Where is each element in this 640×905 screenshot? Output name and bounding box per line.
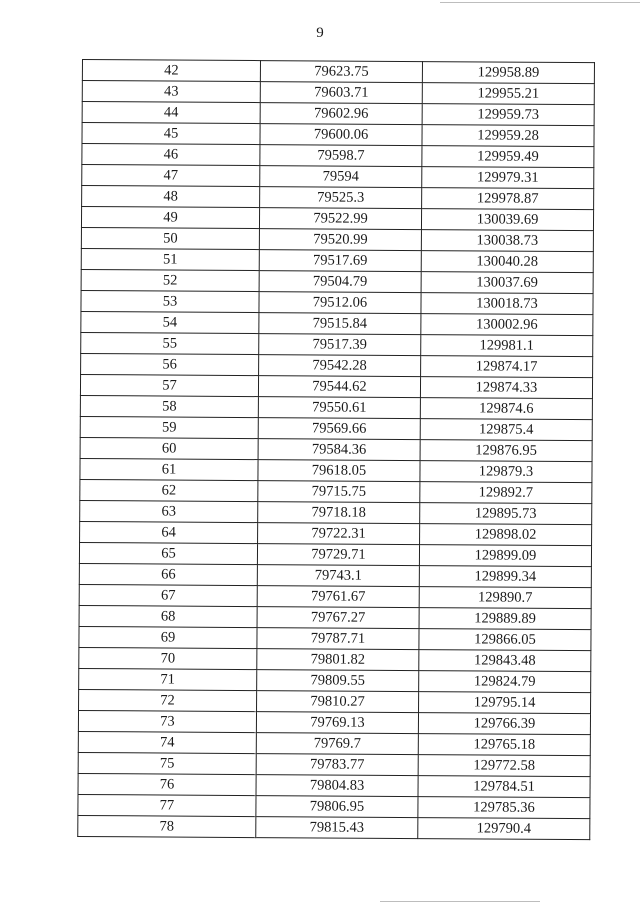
point-number-cell: 73 [78, 710, 256, 732]
y-coordinate-cell: 129892.7 [420, 482, 592, 504]
point-number-cell: 77 [78, 794, 256, 816]
x-coordinate-cell: 79623.75 [260, 61, 422, 83]
point-number-cell: 56 [81, 353, 259, 375]
scan-mark-top [440, 2, 640, 3]
y-coordinate-cell: 129824.79 [419, 671, 591, 693]
point-number-cell: 71 [79, 668, 257, 690]
y-coordinate-cell: 129879.3 [420, 461, 592, 483]
x-coordinate-cell: 79769.13 [256, 712, 418, 734]
x-coordinate-cell: 79602.96 [260, 103, 422, 125]
y-coordinate-cell: 129899.34 [419, 566, 591, 588]
y-coordinate-cell: 130038.73 [421, 230, 593, 252]
page-number: 9 [316, 25, 324, 41]
point-number-cell: 69 [79, 626, 257, 648]
y-coordinate-cell: 130002.96 [421, 314, 593, 336]
point-number-cell: 47 [82, 165, 260, 187]
point-number-cell: 55 [81, 332, 259, 354]
point-number-cell: 48 [82, 186, 260, 208]
y-coordinate-cell: 129981.1 [421, 335, 593, 357]
coordinates-table [77, 59, 595, 840]
x-coordinate-cell: 79801.82 [257, 649, 419, 671]
x-coordinate-cell: 79810.27 [257, 691, 419, 713]
x-coordinate-cell: 79512.06 [259, 292, 421, 314]
x-coordinate-cell: 79809.55 [257, 670, 419, 692]
y-coordinate-cell: 130018.73 [421, 293, 593, 315]
point-number-cell: 43 [82, 81, 260, 103]
x-coordinate-cell: 79600.06 [260, 124, 422, 146]
y-coordinate-cell: 129955.21 [422, 83, 594, 105]
x-coordinate-cell: 79569.66 [258, 418, 420, 440]
point-number-cell: 76 [78, 773, 256, 795]
point-number-cell: 67 [79, 584, 257, 606]
y-coordinate-cell: 129979.31 [422, 167, 594, 189]
point-number-cell: 53 [81, 290, 259, 312]
y-coordinate-cell: 129875.4 [420, 419, 592, 441]
y-coordinate-cell: 129784.51 [418, 776, 590, 798]
point-number-cell: 50 [81, 227, 259, 249]
point-number-cell: 57 [80, 374, 258, 396]
x-coordinate-cell: 79517.69 [259, 250, 421, 272]
point-number-cell: 62 [80, 479, 258, 501]
scan-mark-bottom [380, 901, 540, 902]
x-coordinate-cell: 79550.61 [258, 397, 420, 419]
point-number-cell: 52 [81, 269, 259, 291]
point-number-cell: 51 [81, 248, 259, 270]
x-coordinate-cell: 79584.36 [258, 439, 420, 461]
point-number-cell: 64 [80, 521, 258, 543]
point-number-cell: 68 [79, 605, 257, 627]
point-number-cell: 49 [81, 207, 259, 229]
point-number-cell: 58 [80, 395, 258, 417]
y-coordinate-cell: 130039.69 [421, 209, 593, 231]
x-coordinate-cell: 79598.7 [260, 145, 422, 167]
point-number-cell: 59 [80, 416, 258, 438]
x-coordinate-cell: 79594 [260, 166, 422, 188]
y-coordinate-cell: 129874.33 [420, 377, 592, 399]
x-coordinate-cell: 79522.99 [259, 208, 421, 230]
x-coordinate-cell: 79517.39 [259, 334, 421, 356]
y-coordinate-cell: 129959.49 [422, 146, 594, 168]
x-coordinate-cell: 79542.28 [259, 355, 421, 377]
x-coordinate-cell: 79504.79 [259, 271, 421, 293]
point-number-cell: 74 [78, 731, 256, 753]
point-number-cell: 65 [79, 542, 257, 564]
x-coordinate-cell: 79761.67 [257, 586, 419, 608]
table-row [78, 815, 590, 839]
x-coordinate-cell: 79787.71 [257, 628, 419, 650]
y-coordinate-cell: 129874.17 [421, 356, 593, 378]
table-body [78, 60, 595, 840]
y-coordinate-cell: 129795.14 [419, 692, 591, 714]
point-number-cell: 75 [78, 752, 256, 774]
x-coordinate-cell: 79729.71 [257, 544, 419, 566]
point-number-cell: 54 [81, 311, 259, 333]
point-number-cell: 60 [80, 437, 258, 459]
y-coordinate-cell: 129772.58 [418, 755, 590, 777]
y-coordinate-cell: 129959.73 [422, 104, 594, 126]
y-coordinate-cell: 129874.6 [420, 398, 592, 420]
point-number-cell: 46 [82, 144, 260, 166]
point-number-cell: 66 [79, 563, 257, 585]
y-coordinate-cell: 129958.89 [422, 62, 594, 84]
y-coordinate-cell: 129785.36 [418, 797, 590, 819]
y-coordinate-cell: 130040.28 [421, 251, 593, 273]
point-number-cell: 72 [79, 689, 257, 711]
y-coordinate-cell: 129899.09 [419, 545, 591, 567]
y-coordinate-cell: 129959.28 [422, 125, 594, 147]
y-coordinate-cell: 129978.87 [422, 188, 594, 210]
x-coordinate-cell: 79743.1 [257, 565, 419, 587]
y-coordinate-cell: 129765.18 [418, 734, 590, 756]
coordinates-table-container [77, 59, 594, 840]
y-coordinate-cell: 129890.7 [419, 587, 591, 609]
point-number-cell: 70 [79, 647, 257, 669]
y-coordinate-cell: 129790.4 [418, 818, 590, 840]
point-number-cell: 42 [82, 60, 260, 82]
y-coordinate-cell: 129898.02 [420, 524, 592, 546]
point-number-cell: 78 [78, 815, 256, 837]
x-coordinate-cell: 79806.95 [256, 796, 418, 818]
point-number-cell: 61 [80, 458, 258, 480]
x-coordinate-cell: 79715.75 [258, 481, 420, 503]
y-coordinate-cell: 129843.48 [419, 650, 591, 672]
y-coordinate-cell: 129876.95 [420, 440, 592, 462]
x-coordinate-cell: 79544.62 [258, 376, 420, 398]
x-coordinate-cell: 79718.18 [258, 502, 420, 524]
x-coordinate-cell: 79815.43 [256, 817, 418, 839]
x-coordinate-cell: 79767.27 [257, 607, 419, 629]
y-coordinate-cell: 129866.05 [419, 629, 591, 651]
y-coordinate-cell: 129889.89 [419, 608, 591, 630]
y-coordinate-cell: 129895.73 [420, 503, 592, 525]
x-coordinate-cell: 79722.31 [258, 523, 420, 545]
x-coordinate-cell: 79520.99 [259, 229, 421, 251]
point-number-cell: 44 [82, 102, 260, 124]
point-number-cell: 63 [80, 500, 258, 522]
x-coordinate-cell: 79618.05 [258, 460, 420, 482]
point-number-cell: 45 [82, 123, 260, 145]
x-coordinate-cell: 79515.84 [259, 313, 421, 335]
y-coordinate-cell: 129766.39 [418, 713, 590, 735]
x-coordinate-cell: 79769.7 [256, 733, 418, 755]
x-coordinate-cell: 79783.77 [256, 754, 418, 776]
x-coordinate-cell: 79804.83 [256, 775, 418, 797]
y-coordinate-cell: 130037.69 [421, 272, 593, 294]
x-coordinate-cell: 79603.71 [260, 82, 422, 104]
x-coordinate-cell: 79525.3 [260, 187, 422, 209]
